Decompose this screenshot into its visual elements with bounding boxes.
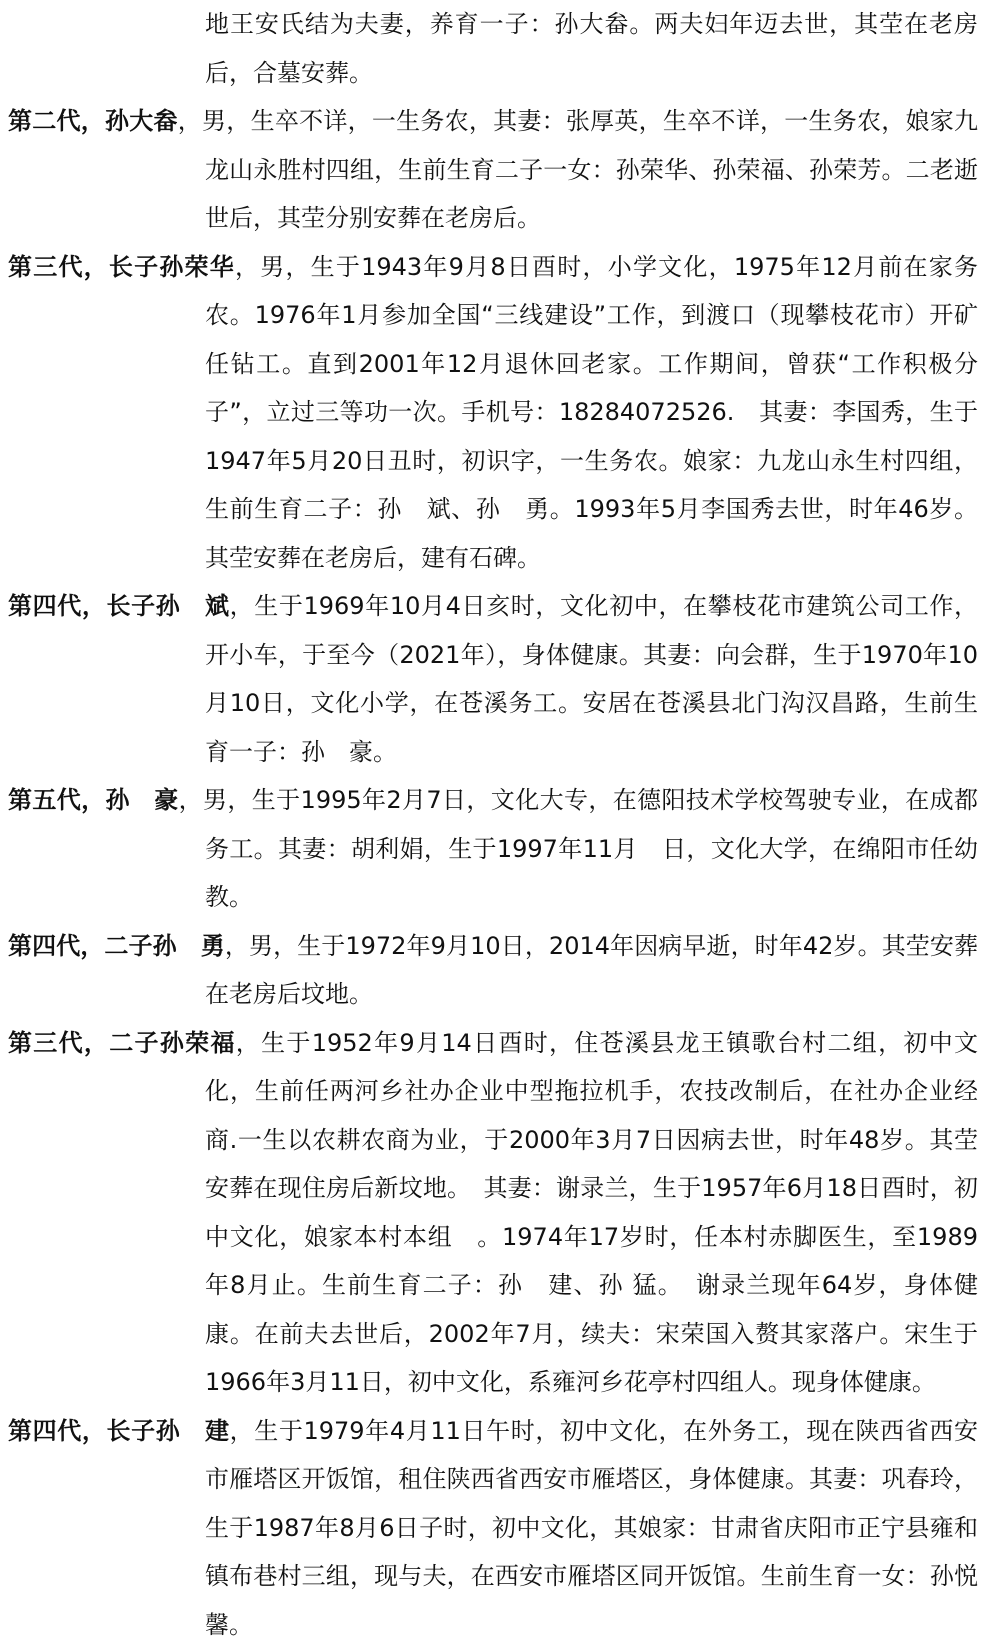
entry-text: ，男，生于1972年9月10日，2014年因病早逝，时年42岁。其茔安葬在老房后坟地。	[205, 932, 978, 1009]
entry-gen3-sun-ronghua	[0, 243, 1000, 583]
entry-continuation	[0, 0, 1000, 97]
entry-gen5-sun-hao	[0, 776, 1000, 922]
entry-text: ，生于1969年10月4日亥时，文化初中，在攀枝花市建筑公司工作，开小车，于至今（2021年），身体健康。其妻：向会群，生于1970年10月10日，文化小学，在苍溪务工。安居在苍溪县北门沟汉昌路，生前生育一子：孙 豪。	[205, 592, 978, 766]
entry-heading: 第二代，孙大畚	[8, 107, 178, 135]
entry-text: ，男，生卒不详，一生务农，其妻：张厚英，生卒不详，一生务农，娘家九龙山永胜村四组，生前生育二子一女：孙荣华、孙荣福、孙荣芳。二老逝世后，其茔分别安葬在老房后。	[178, 107, 978, 232]
entry-gen4-sun-jian	[0, 1407, 1000, 1649]
entry-text: ，生于1952年9月14日酉时，住苍溪县龙王镇歌台村二组，初中文化，生前任两河乡社办企业中型拖拉机手，农技改制后，在社办企业经商.一生以农耕农商为业，于2000年3月7日因病去世，时年48岁。其茔安葬在现住房后新坟地。 其妻：谢录兰，生于1957年6月18日酉时，初中文化，娘家本村本组 。1974年17岁时，任本村赤脚医生，至1989年8月止。生前生育二子：孙 建、孙 猛。 谢录兰现年64岁，身体健康。在前夫去世后，2002年7月，续夫：宋荣国入赘其家落户。宋生于1966年3月11日，初中文化，系雍河乡花亭村四组人。现身体健康。	[205, 1029, 978, 1397]
entry-gen2-sun-dayan	[0, 97, 1000, 243]
entry-heading: 第四代，二子孙 勇	[8, 932, 225, 960]
entry-gen3-sun-rongfu	[0, 1019, 1000, 1407]
entry-text: ，男，生于1943年9月8日酉时，小学文化，1975年12月前在家务农。1976年1月参加全国“三线建设”工作，到渡口（现攀枝花市）开矿任钻工。直到2001年12月退休回老家。工作期间，曾获“工作积极分子”，立过三等功一次。手机号：18284072526. 其妻：李国秀，生于1947年5月20日丑时，初识字，一生务农。娘家：九龙山永生村四组，生前生育二子：孙 斌、孙 勇。1993年5月李国秀去世，时年46岁。其茔安葬在老房后，建有石碑。	[205, 253, 978, 572]
entry-text: ，男，生于1995年2月7日，文化大专，在德阳技术学校驾驶专业，在成都务工。其妻：胡利娟，生于1997年11月 日，文化大学，在绵阳市任幼教。	[179, 786, 978, 911]
entry-heading: 第三代，长子孙荣华	[8, 253, 235, 281]
entry-gen4-sun-bin	[0, 582, 1000, 776]
entry-heading: 第四代，长子孙 斌	[8, 592, 230, 620]
entry-heading: 第三代，二子孙荣福	[8, 1029, 236, 1057]
entry-heading: 第五代，孙 豪	[8, 786, 179, 814]
entry-text: ，生于1979年4月11日午时，初中文化，在外务工，现在陕西省西安市雁塔区开饭馆，租住陕西省西安市雁塔区，身体健康。其妻：巩春玲，生于1987年8月6日子时，初中文化，其娘家：甘肃省庆阳市正宁县雍和镇布巷村三组，现与夫，在西安市雁塔区同开饭馆。生前生育一女：孙悦馨。	[205, 1417, 978, 1639]
entry-text: 地王安氏结为夫妻，养育一子：孙大畚。两夫妇年迈去世，其茔在老房后，合墓安葬。	[205, 10, 978, 87]
entry-heading: 第四代，长子孙 建	[8, 1417, 230, 1445]
entry-gen4-sun-yong	[0, 922, 1000, 1019]
